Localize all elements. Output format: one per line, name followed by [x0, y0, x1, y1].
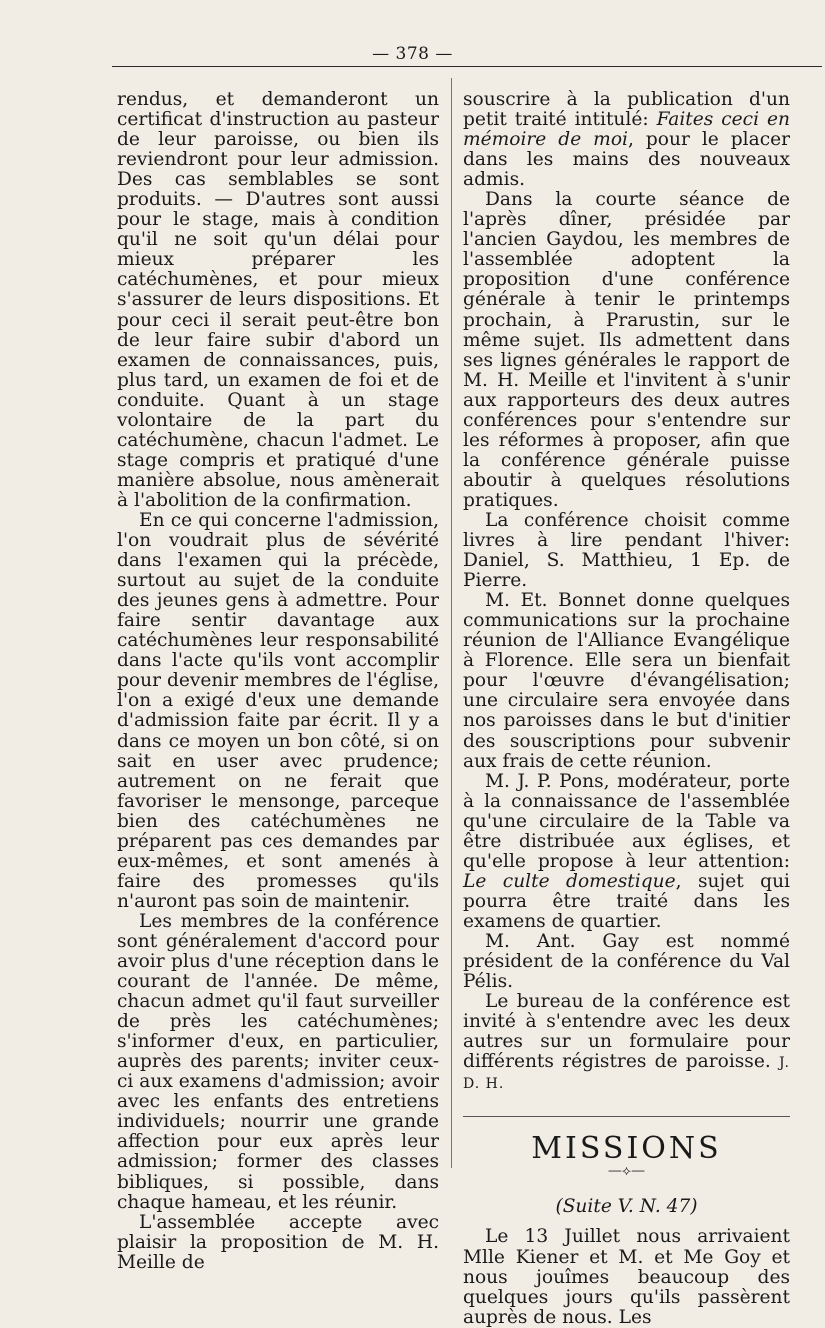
right-p1-before: souscrire à la publication d'un petit traité intitulé: [463, 89, 790, 131]
signature: J. D. H. [463, 1055, 790, 1093]
circular-title: Le culte domestique [463, 870, 676, 892]
page-number: — 378 — [372, 44, 453, 64]
right-paragraph-8: Le 13 Juillet nous arrivaient Mlle Kiener et M. et Me Goy et nous jouîmes beaucoup des quelques jours qu'ils passèrent auprès de nous. Les [463, 1226, 790, 1328]
left-paragraph-3: Les membres de la conférence sont généralement d'accord pour avoir plus d'une réception dans le courant de l'année. De même, chacun admet qu'il faut surveiller de près les catéchumènes; s'informer d'eux, en particulier, auprès des parents; inviter ceux-ci aux examens d'admission; avoir avec les enfants des entretiens individuels; nourrir une grande affection pour eux après leur admission; former des classes bibliques, si possible, dans chaque hameau, et les réunir. [117, 910, 439, 1213]
left-paragraph-4: L'assemblée accepte avec plaisir la proposition de M. H. Meille de [117, 1211, 439, 1273]
right-paragraph-3: La conférence choisit comme livres à lire pendant l'hiver: Daniel, S. Matthieu, 1 Ep. de Pierre. [463, 509, 790, 592]
left-paragraph-2: En ce qui concerne l'admission, l'on voudrait plus de sévérité dans l'examen qui la précède, surtout au sujet de la conduite des jeunes gens à admettre. Pour faire sentir davantage aux catéchumènes leur responsabilité dans l'acte qu'ils vont accomplir pour devenir membres de l'église, l'on a exigé d'eux une demande d'admission faite par écrit. Il y a dans ce moyen un bon côté, si on sait en user avec prudence; autrement on ne ferait que favoriser le mensonge, parceque bien des catéchumènes ne préparent pas ces demandes par eux-mêmes, et sont amenés à faire des promesses qu'ils n'auront pas soin de maintenir. [117, 509, 439, 912]
column-divider [451, 78, 452, 1168]
right-column [463, 90, 790, 1328]
right-paragraph-1 [463, 90, 790, 190]
section-title: MISSIONS [531, 1131, 722, 1167]
right-paragraph-6: M. Ant. Gay est nommé président de la conférence du Val Pélis. [463, 930, 790, 993]
ornament-divider: —⟡— [607, 1163, 646, 1180]
left-column [117, 90, 439, 1273]
section-subtitle: (Suite V. N. 47) [555, 1196, 698, 1218]
right-p5-after: , sujet qui pourra être traité dans les examens de quartier. [463, 870, 790, 932]
right-p1-after: , pour le placer dans les mains des nouveaux admis. [463, 129, 790, 191]
header-rule [112, 66, 822, 67]
section-rule [463, 1116, 790, 1117]
right-paragraph-2: Dans la courte séance de l'après dîner, présidée par l'ancien Gaydou, les membres de l'assemblée adoptent la proposition d'une conférence générale à tenir le printemps prochain, à Prarustin, sur le même sujet. Ils admettent dans ses lignes générales le rapport de M. H. Meille et l'invitent à s'unir aux rapporteurs des deux autres conférences pour s'entendre sur les réformes à proposer, afin que la conférence générale puisse aboutir à quelques résolutions pratiques. [463, 189, 790, 511]
left-paragraph-1: rendus, et demanderont un certificat d'instruction au pasteur de leur paroisse, ou bien ils reviendront pour leur admission. Des cas semblables se sont produits. — D'autres sont aussi pour le stage, mais à condition qu'il ne soit qu'un délai pour mieux préparer les catéchumènes, et pour mieux s'assurer de leurs dispositions. Et pour ceci il serait peut-être bon de leur faire subir d'abord un examen de connaissances, puis, plus tard, un examen de foi et de conduite. Quant à un stage volontaire de la part du catéchumène, chacun l'admet. Le stage compris et pratiqué d'une manière absolue, nous amènerait à l'abolition de la confirmation. [117, 89, 439, 511]
right-p7-text: Le bureau de la conférence est invité à s'entendre avec les deux autres sur un formulaire pour différents régistres de paroisse. [463, 991, 790, 1073]
right-paragraph-4: M. Et. Bonnet donne quelques communications sur la prochaine réunion de l'Alliance Evangélique à Florence. Elle sera un bienfait pour l'œuvre d'évangélisation; une circulaire sera envoyée dans nos paroisses dans le but d'initier des souscriptions pour subvenir aux frais de cette réunion. [463, 590, 790, 772]
right-paragraph-7 [463, 992, 790, 1094]
tract-title: Faites ceci en mémoire de moi [463, 109, 790, 151]
right-paragraph-5 [463, 772, 790, 932]
right-p5-before: M. J. P. Pons, modérateur, porte à la connaissance de l'assemblée qu'une circulaire de la Table va être distribuée aux églises, et qu'elle propose à leur attention: [463, 770, 790, 872]
